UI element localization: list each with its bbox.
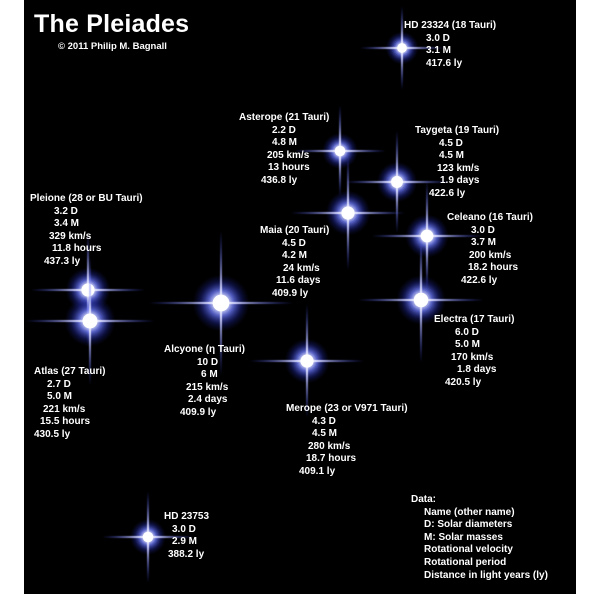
star-rotational-velocity: 200 km/s bbox=[469, 249, 512, 261]
star-mass: 4.8 M bbox=[272, 137, 298, 149]
legend-item-name: Name (other name) bbox=[424, 506, 515, 518]
copyright-text: © 2011 Philip M. Bagnall bbox=[58, 41, 167, 52]
star-mass: 3.4 M bbox=[54, 218, 80, 230]
star-distance: 422.6 ly bbox=[461, 274, 498, 286]
star-distance: 437.3 ly bbox=[44, 255, 81, 267]
star-name: HD 23753 bbox=[164, 511, 210, 522]
star-label-alcyone bbox=[164, 344, 245, 420]
legend-item-velocity: Rotational velocity bbox=[424, 544, 513, 556]
star-mass: 2.9 M bbox=[172, 536, 198, 548]
legend-item-distance: Distance in light years (ly) bbox=[424, 569, 548, 581]
star-diameter: 4.5 D bbox=[282, 237, 306, 249]
star-mass: 4.5 M bbox=[439, 150, 465, 162]
star-diameter: 10 D bbox=[197, 356, 219, 368]
star-rotational-period: 2.4 days bbox=[188, 394, 228, 406]
star-rotational-velocity: 329 km/s bbox=[49, 230, 92, 242]
star-rotational-velocity: 24 km/s bbox=[283, 262, 320, 274]
star-rotational-velocity: 280 km/s bbox=[308, 440, 351, 452]
star-mass: 4.5 M bbox=[312, 428, 338, 440]
star-rotational-velocity: 215 km/s bbox=[186, 381, 229, 393]
star-distance: 409.9 ly bbox=[180, 406, 217, 418]
star-name: HD 23324 (18 Tauri) bbox=[404, 20, 497, 31]
star-mass: 4.2 M bbox=[282, 250, 308, 262]
star-label-atlas bbox=[34, 366, 106, 442]
star-name: Alcyone (η Tauri) bbox=[164, 344, 245, 355]
star-label-hd23753 bbox=[164, 511, 209, 561]
star-rotational-period: 18.7 hours bbox=[306, 453, 357, 465]
legend-item-diameter: D: Solar diameters bbox=[424, 519, 513, 531]
star-rotational-period: 1.9 days bbox=[440, 175, 480, 187]
legend bbox=[411, 494, 548, 582]
star-diameter: 3.0 D bbox=[471, 224, 495, 236]
star-diameter: 6.0 D bbox=[455, 326, 479, 338]
star-distance: 409.9 ly bbox=[272, 287, 309, 299]
star-mass: 5.0 M bbox=[47, 391, 73, 403]
star-diameter: 2.2 D bbox=[272, 124, 296, 136]
star-diameter: 3.0 D bbox=[426, 32, 450, 44]
star-distance: 420.5 ly bbox=[445, 376, 482, 388]
star-diameter: 4.3 D bbox=[312, 415, 336, 427]
star-diameter: 4.5 D bbox=[439, 137, 463, 149]
legend-heading: Data: bbox=[411, 494, 437, 505]
legend-item-mass: M: Solar masses bbox=[424, 531, 503, 543]
star-distance: 417.6 ly bbox=[426, 57, 463, 69]
star-diameter: 3.2 D bbox=[54, 205, 78, 217]
star-distance: 388.2 ly bbox=[168, 548, 205, 560]
star-rotational-velocity: 205 km/s bbox=[267, 149, 310, 161]
star-name: Celeano (16 Tauri) bbox=[447, 212, 533, 223]
star-label-celaeno bbox=[447, 212, 533, 288]
star-name: Pleione (28 or BU Tauri) bbox=[30, 193, 143, 204]
pleiades-diagram bbox=[24, 0, 576, 594]
star-name: Asterope (21 Tauri) bbox=[239, 112, 330, 123]
star-name: Merope (23 or V971 Tauri) bbox=[286, 403, 408, 414]
star-label-pleione bbox=[30, 193, 143, 269]
star-rotational-period: 18.2 hours bbox=[468, 262, 519, 274]
star-label-taygeta bbox=[415, 125, 499, 201]
star-rotational-period: 1.8 days bbox=[457, 364, 497, 376]
star-rotational-velocity: 123 km/s bbox=[437, 162, 480, 174]
star-label-hd23324 bbox=[404, 20, 496, 70]
star-name: Taygeta (19 Tauri) bbox=[415, 125, 500, 136]
star-name: Atlas (27 Tauri) bbox=[34, 366, 106, 377]
star-rotational-period: 11.8 hours bbox=[52, 243, 102, 255]
star-rotational-period: 15.5 hours bbox=[40, 416, 91, 428]
star-rotational-period: 11.6 days bbox=[276, 275, 321, 287]
star-rotational-period: 13 hours bbox=[268, 162, 310, 174]
star-rotational-velocity: 170 km/s bbox=[451, 351, 494, 363]
star-label-asterope bbox=[239, 112, 329, 188]
page-title: The Pleiades bbox=[34, 10, 190, 38]
star-diameter: 3.0 D bbox=[172, 523, 196, 535]
star-distance: 430.5 ly bbox=[34, 428, 71, 440]
star-label-merope bbox=[286, 403, 408, 479]
star-label-electra bbox=[434, 314, 514, 390]
star-rotational-velocity: 221 km/s bbox=[43, 403, 86, 415]
star-mass: 5.0 M bbox=[455, 339, 481, 351]
legend-item-period: Rotational period bbox=[424, 556, 507, 568]
star-name: Maia (20 Tauri) bbox=[260, 225, 330, 236]
star-distance: 436.8 ly bbox=[261, 174, 298, 186]
star-distance: 409.1 ly bbox=[299, 465, 336, 477]
star-mass: 3.7 M bbox=[471, 237, 497, 249]
star-distance: 422.6 ly bbox=[429, 187, 466, 199]
star-name: Electra (17 Tauri) bbox=[434, 314, 515, 325]
star-label-maia bbox=[260, 225, 329, 301]
star-merope bbox=[250, 304, 364, 418]
star-diameter: 2.7 D bbox=[47, 378, 71, 390]
star-mass: 3.1 M bbox=[426, 45, 452, 57]
star-mass: 6 M bbox=[201, 369, 218, 381]
